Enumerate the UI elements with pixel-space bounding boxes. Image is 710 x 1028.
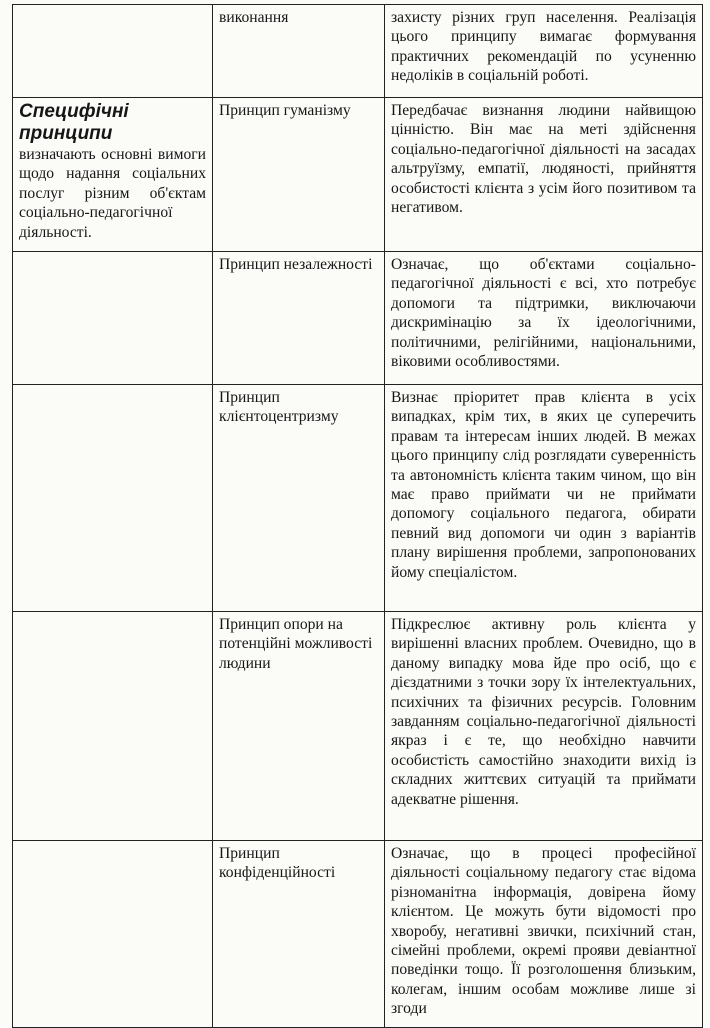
table-row: [13, 841, 703, 1028]
principle-name: виконання: [213, 5, 385, 98]
principle-description: Означає, що об'єктами соціально-педагогічної діяльності є всі, хто потребує допомоги та підтримки, виключаючи дискримінацію за їх ідеологічними, політичними, релігійними, національними, віковими особливостями.: [385, 252, 703, 385]
principle-description: Визнає пріоритет прав клієнта в усіх випадках, крім тих, в яких це суперечить правам та інтересам інших людей. В межах цього принципу слід розглядати суверенність та автономність клієнта таким чином, що він має право приймати чи не приймати допомогу соціального педагога, обирати певний вид допомоги чи один з варіантів плану вирішення проблеми, запропонованих йому спеціалістом.: [385, 385, 703, 612]
table-row: [13, 612, 703, 841]
principle-name: Принцип гуманізму: [213, 98, 385, 252]
principle-name: Принцип клієнтоцентризму: [213, 385, 385, 612]
category-text: визначають основні вимоги щодо надання соціальних послуг різним об'єктам соціально-педагогічної діяльності.: [19, 146, 206, 241]
principle-description: Підкреслює активну роль клієнта у вирішенні власних проблем. Очевидно, що в даному випадку мова йде про осіб, що є дієздатними з точки зору їх інтелектуальних, психічних та фізичних ресурсів. Головним завданням соціально-педагогічної діяльності якраз і є те, що необхідно навчити особистість самостійно знаходити вихід із складних життєвих ситуацій та приймати адекватне рішення.: [385, 612, 703, 841]
principle-description: Означає, що в процесі професійної діяльності соціальному педагогу стає відома різноманітна інформація, довірена йому клієнтом. Це можуть бути відомості про хворобу, негативні звички, психічний стан, сімейні проблеми, окремі прояви девіантної поведінки тощо. Її розголошення близьким, колегам, іншим особам можливе лише зі згоди: [385, 841, 703, 1028]
table-row: [13, 385, 703, 612]
category-cell: [13, 98, 213, 252]
principles-table: [12, 4, 703, 1028]
table-row: [13, 98, 703, 252]
category-cell: [13, 385, 213, 612]
principle-name: Принцип незалежності: [213, 252, 385, 385]
category-cell: [13, 612, 213, 841]
principle-description: Передбачає визнання людини найвищою цінністю. Він має на меті здійснення соціально-педагогічної діяльності на засадах альтруїзму, емпатії, людяності, прийняття особистості клієнта з усім його позитивом та негативом.: [385, 98, 703, 252]
principle-name: Принцип конфіденційності: [213, 841, 385, 1028]
category-cell: [13, 5, 213, 98]
table-row: [13, 5, 703, 98]
category-cell: [13, 841, 213, 1028]
principle-description: захисту різних груп населення. Реалізація цього принципу вимагає формування практичних рекомендацій по усуненню недоліків в соціальній роботі.: [385, 5, 703, 98]
category-title: Специфічні принципи: [19, 101, 129, 144]
table-row: [13, 252, 703, 385]
category-cell: [13, 252, 213, 385]
principle-name: Принцип опори на потенційні можливості людини: [213, 612, 385, 841]
